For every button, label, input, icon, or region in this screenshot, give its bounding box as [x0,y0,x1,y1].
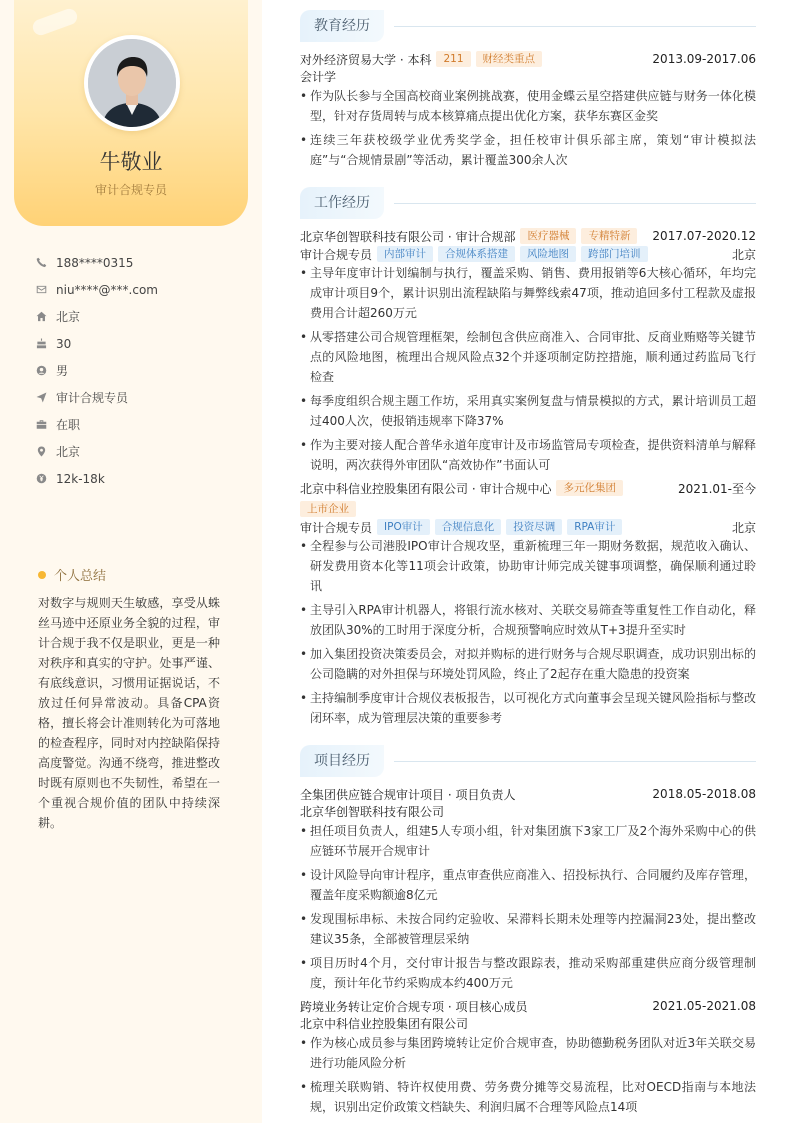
info-city-value: 北京 [56,310,81,324]
work-title: 工作经历 [300,187,384,219]
info-gender [36,357,158,384]
section-divider [394,26,756,27]
section-divider [394,761,756,762]
job-city: 北京 [731,247,756,262]
project-org: 北京华创智联科技有限公司 [300,805,445,819]
project-period: 2018.05-2018.08 [652,787,756,801]
candidate-name: 牛敬业 [99,150,163,174]
list-item: • 项目历时4个月，交付审计报告与整改跟踪表，推动采购部重建供应商分级管理制度，预计年化节约采购成本约400万元 [300,953,756,993]
job-role-row [300,245,756,263]
job-bullets [300,263,756,479]
info-phone-value: 188****0315 [56,255,134,270]
summary-heading [38,565,106,584]
project-name: 跨境业务转让定价合规专项 · 项目核心成员 [300,999,528,1014]
job-role-row [300,518,756,536]
skill-tag: 合规信息化 [435,519,502,535]
info-status-value: 在职 [56,418,81,432]
job-tag-row [295,500,751,518]
summary-text: 对数字与规则天生敏感，享受从蛛丝马迹中还原业务全貌的过程，审计合规于我不仅是职业，更是一种对秩序和真实的守护。处事严谨、有底线意识，习惯用证据说话，不放过任何异常波动。具备CPA资格，擅长将会计准则转化为可落地的检查程序，同时对内控缺陷保持高度警觉。沟通不绕弯，推进整改时既有原则也不失韧性，希望在一个重视合规价值的团队中持续深耕。 [38,596,220,830]
info-salary-value: 12k-18k [56,471,105,486]
list-item: • 设计风险导向审计程序，重点审查供应商准入、招投标执行、合同履约及库存管理，覆盖年度采购额逾8亿元 [300,865,756,905]
info-location [36,438,158,465]
company-name: 北京中科信业控股集团有限公司 · 审计合规中心 [300,481,552,496]
info-email [36,276,158,303]
avatar [88,39,176,127]
education-section-header [300,10,756,42]
briefcase-icon [36,419,56,430]
list-item: • 主导年度审计计划编制与执行，覆盖采购、销售、费用报销等6大核心循环，年均完成审计项目9个，累计识别出流程缺陷与舞弊线索47项，推动追回多付工程款及虚报费用合计超260万元 [300,263,756,323]
list-item: • 连续三年获校级学业优秀奖学金，担任校审计俱乐部主席，策划“审计模拟法庭”与“合规情景剧”等活动，累计覆盖300余人次 [300,130,756,170]
list-item: • 作为核心成员参与集团跨境转让定价合规审查，协助德勤税务团队对近3年关联交易进行功能风险分析 [300,1033,756,1073]
info-salary [36,465,158,492]
job-period: 2021.01-至今 [678,481,756,496]
gender-icon [36,365,56,376]
skill-tag: 合规体系搭建 [438,246,515,262]
avatar-frame [84,35,180,131]
work-section-header [300,187,756,219]
info-status [36,411,158,438]
summary-title: 个人总结 [54,569,107,584]
job-city: 北京 [731,520,756,535]
education-period: 2013.09-2017.06 [652,52,756,66]
list-item: • 主导引入RPA审计机器人，将银行流水核对、关联交易筛查等重复性工作自动化，释放团队30%的工时用于深度分析，合规预警响应时效从T+3提升至实时 [300,600,756,640]
skill-tag: 投资尽调 [506,519,562,535]
list-item: • 从零搭建公司合规管理框架，绘制包含供应商准入、合同审批、反商业贿赂等关键节点的风险地图，梳理出合规风险点32个并逐项制定防控措施，顺利通过药监局飞行检查 [300,327,756,387]
phone-icon [36,257,56,268]
project-header [300,785,756,803]
list-item: • 主持编制季度审计合规仪表板报告，以可视化方式向董事会呈现关键风险指标与整改闭环率，成为管理层决策的重要参考 [300,688,756,728]
info-location-value: 北京 [56,445,81,459]
info-age [36,330,158,357]
salary-icon [36,473,56,484]
education-bullets [300,86,756,174]
avatar-photo [88,39,176,127]
list-item: • 作为主要对接人配合普华永道年度审计及市场监管局专项检查，提供资料清单与解释说明，两次获得外审团队“高效协作”书面认可 [300,435,756,475]
job-role: 审计合规专员 [300,520,373,535]
job-bullets [300,536,756,732]
education-major: 会计学 [300,70,337,84]
company-tag: 多元化集团 [556,480,623,496]
list-item: • 加入集团投资决策委员会，对拟并购标的进行财务与合规尽职调查，成功识别出标的公司隐瞒的对外担保与环境处罚风险，终止了2起存在重大隐患的投资案 [300,644,756,684]
projects-section-header [300,745,756,777]
skill-tag: RPA审计 [567,519,622,535]
school-tag: 财经类重点 [476,51,543,67]
skill-tag: 内部审计 [377,246,433,262]
location-icon [36,446,56,457]
job-role: 审计合规专员 [300,247,373,262]
info-gender-value: 男 [56,364,69,378]
send-icon [36,392,56,403]
project-bullets [300,821,756,997]
home-icon [36,311,56,322]
company-tag: 医疗器械 [520,228,576,244]
school-name: 对外经济贸易大学 · 本科 [300,52,432,67]
info-phone [36,249,158,276]
bullet-dot-icon [38,571,46,579]
project-name: 全集团供应链合规审计项目 · 项目负责人 [300,787,516,802]
email-icon [36,284,56,295]
list-item: • 担任项目负责人，组建5人专项小组，针对集团旗下3家工厂及2个海外采购中心的供应链环节展开合规审计 [300,821,756,861]
info-city [36,303,158,330]
info-email-value: niu****@***.com [56,282,158,297]
company-tag: 专精特新 [581,228,637,244]
project-org: 北京中科信业控股集团有限公司 [300,1017,469,1031]
job-header [300,227,756,245]
skill-tag: 跨部门培训 [581,246,648,262]
cake-icon [36,338,56,349]
skill-tag: 风险地图 [520,246,576,262]
education-row [300,50,756,68]
contact-info-list [36,249,158,492]
projects-title: 项目经历 [300,745,384,777]
job-header [300,479,756,497]
project-period: 2021.05-2021.08 [652,999,756,1013]
job-period: 2017.07-2020.12 [652,229,756,243]
info-target-role-value: 审计合规专员 [56,391,129,405]
skill-tag: IPO审计 [377,519,430,535]
company-name: 北京华创智联科技有限公司 · 审计合规部 [300,229,516,244]
list-item: • 全程参与公司港股IPO审计合规攻坚，重新梳理三年一期财务数据，规范收入确认、研发费用资本化等11项会计政策，协助审计师完成关键事项调整，确保顺利通过聆讯 [300,536,756,596]
school-tag: 211 [436,51,470,67]
section-divider [394,203,756,204]
project-bullets [300,1033,756,1121]
company-tag: 上市企业 [300,501,356,517]
list-item: • 每季度组织合规主题工作坊，采用真实案例复盘与情景模拟的方式，累计培训员工超过400人次，使报销违规率下降37% [300,391,756,431]
info-target-role [36,384,158,411]
project-header [300,997,756,1015]
list-item: • 梳理关联购销、特许权使用费、劳务费分摊等交易流程，比对OECD指南与本地法规，识别出定价政策文档缺失、利润归属不合理等风险点14项 [300,1077,756,1117]
education-title: 教育经历 [300,10,384,42]
candidate-title: 审计合规专员 [94,183,167,197]
list-item: • 作为队长参与全国高校商业案例挑战赛，使用金蝶云星空搭建供应链与财务一体化模型，针对存货周转与成本核算痛点提出优化方案，获华东赛区金奖 [300,86,756,126]
list-item: • 发现围标串标、未按合同约定验收、呆滞料长期未处理等内控漏洞23处，提出整改建议35条，全部被管理层采纳 [300,909,756,949]
info-age-value: 30 [56,336,72,351]
